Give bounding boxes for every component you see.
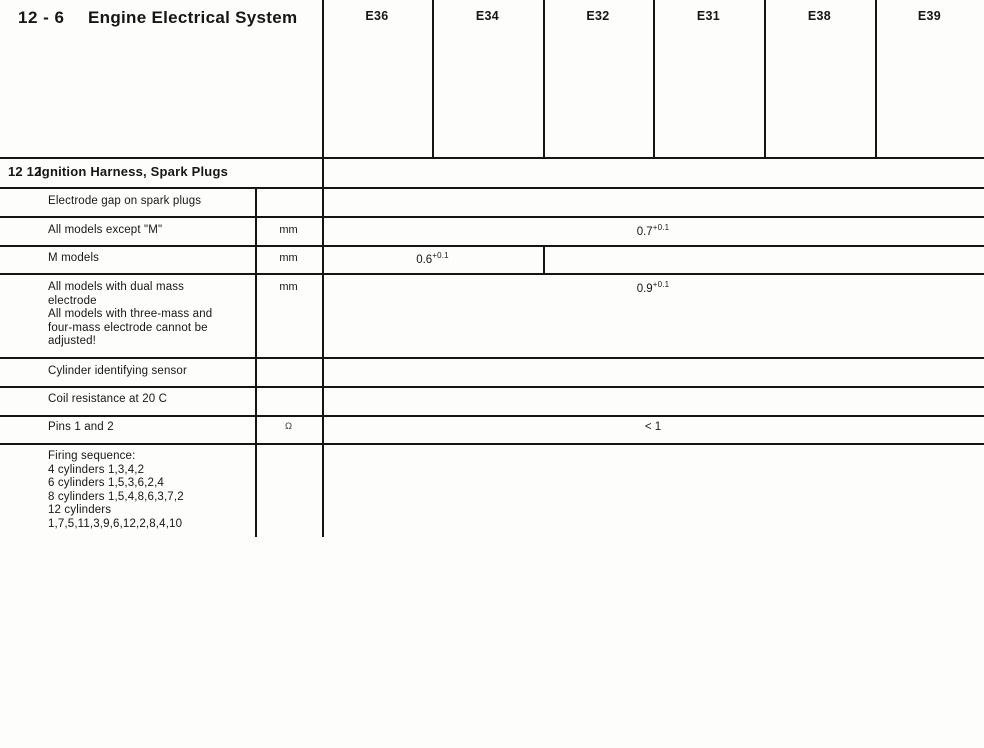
value-number: 0.6 <box>416 253 433 266</box>
value-number: 0.9 <box>636 282 653 295</box>
page-title: Engine Electrical System <box>88 8 298 27</box>
table-rule <box>653 0 655 157</box>
row-label-line: adjusted! <box>48 335 97 348</box>
column-header-e38: E38 <box>807 9 832 23</box>
table-rule <box>432 0 434 157</box>
column-header-e31: E31 <box>696 9 721 23</box>
value-cell-m-models <box>322 251 543 266</box>
row-label-dual-mass <box>48 281 212 349</box>
table-rule <box>543 0 545 157</box>
row-label-line: 12 cylinders <box>48 504 112 517</box>
row-label-pins-1-2: Pins 1 and 2 <box>48 421 114 433</box>
row-label-line: 8 cylinders 1,5,4,8,6,3,7,2 <box>48 490 184 503</box>
row-label-m-models: M models <box>48 252 100 264</box>
row-label-all-except-m: All models except "M" <box>48 224 163 236</box>
row-label-coil-resistance: Coil resistance at 20 C <box>48 393 168 405</box>
value-cell-all-except-m <box>322 223 984 238</box>
value-tolerance: +0.1 <box>652 223 670 232</box>
unit-cell: mm <box>279 224 298 236</box>
row-label-electrode-gap: Electrode gap on spark plugs <box>48 195 202 207</box>
table-rule <box>543 245 545 275</box>
row-label-line: electrode <box>48 294 97 307</box>
unit-cell: mm <box>279 252 298 264</box>
value-tolerance: +0.1 <box>652 280 670 289</box>
value-number: 0.7 <box>636 225 653 238</box>
unit-cell: mm <box>279 281 298 293</box>
table-rule <box>764 0 766 157</box>
value-tolerance: +0.1 <box>432 251 449 260</box>
page-number: 12 - 6 <box>18 8 65 27</box>
table-rule <box>0 415 984 417</box>
value-cell-dual-mass <box>322 280 984 295</box>
table-rule <box>0 273 984 275</box>
table-rule <box>0 157 984 159</box>
table-rule <box>322 0 324 537</box>
value-cell-pins-1-2: < 1 <box>644 421 662 433</box>
row-label-line: Firing sequence: <box>48 450 136 462</box>
row-label-line: 1,7,5,11,3,9,6,12,2,8,4,10 <box>48 517 183 530</box>
row-label-firing-sequence <box>48 450 184 532</box>
column-header-e39: E39 <box>917 9 942 23</box>
table-rule <box>0 386 984 388</box>
table-rule <box>0 357 984 359</box>
table-rule <box>0 245 984 247</box>
table-rule <box>0 187 984 189</box>
unit-cell-ohm: Ω <box>284 421 293 432</box>
table-rule <box>0 443 984 445</box>
row-label-line: 4 cylinders 1,3,4,2 <box>48 463 145 476</box>
section-code: 12 12 <box>8 164 42 179</box>
row-label-line: All models with three-mass and <box>48 308 213 321</box>
column-header-e34: E34 <box>475 9 500 23</box>
table-rule <box>255 187 257 537</box>
row-label-cylinder-sensor: Cylinder identifying sensor <box>48 365 187 377</box>
column-header-e32: E32 <box>586 9 610 23</box>
row-label-line: four-mass electrode cannot be <box>48 321 208 334</box>
column-header-e36: E36 <box>365 9 389 23</box>
section-title: Ignition Harness, Spark Plugs <box>38 164 229 179</box>
table-rule <box>875 0 877 157</box>
table-rule <box>0 216 984 218</box>
row-label-line: 6 cylinders 1,5,3,6,2,4 <box>48 477 164 490</box>
row-label-line: All models with dual mass <box>48 281 185 293</box>
